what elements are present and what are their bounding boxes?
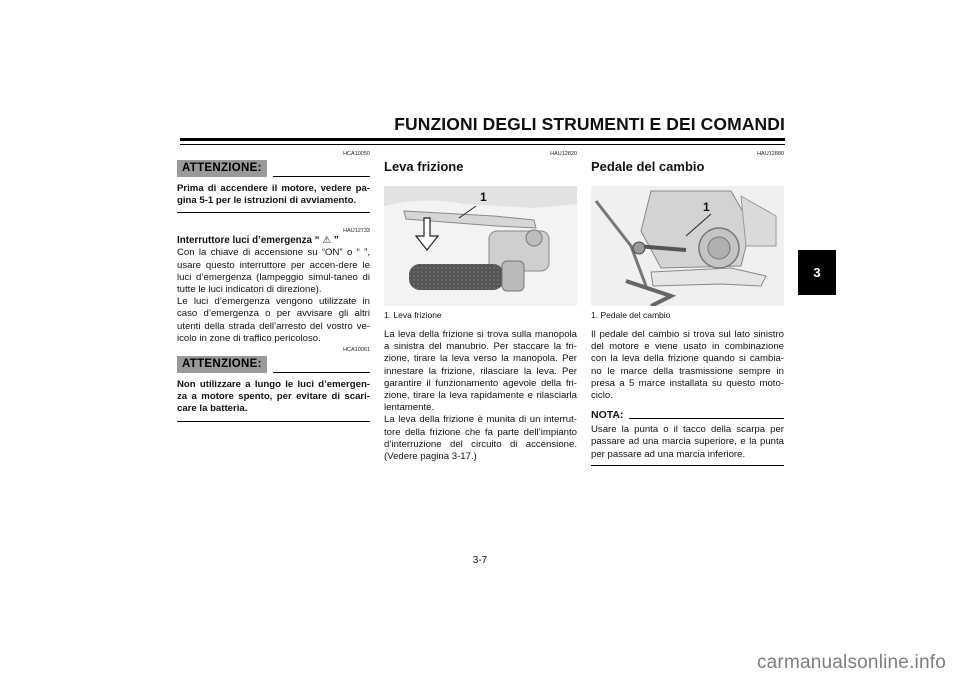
clutch-lever-figure: [384, 186, 577, 306]
warning-text: Non utilizzare a lungo le luci d’emergen-za a motore spento, per evitare di scari-care la batteria.: [177, 379, 370, 422]
callout-number: 1: [480, 190, 487, 204]
callout-number: 1: [703, 200, 710, 214]
shift-pedal-figure: [591, 186, 784, 306]
watermark: carmanualsonline.info: [756, 652, 946, 673]
clutch-lever-title: Leva frizione: [384, 159, 464, 174]
section-code: HAU12733: [343, 228, 370, 235]
note-rule: [629, 418, 784, 419]
note-text: Usare la punta o il tacco della scarpa per passare ad una marcia superiore, e la punta per passare ad una marcia inferiore.: [591, 424, 784, 466]
column-middle: [384, 150, 577, 463]
warning-text: Prima di accendere il motore, vedere pa-gina 5-1 per le istruzioni di avviamento.: [177, 183, 370, 213]
column-left: [177, 150, 370, 422]
warning-rule: [273, 176, 370, 177]
header-rule-thick: [180, 138, 785, 141]
warning-rule: [273, 372, 370, 373]
shift-pedal-illustration: [591, 186, 784, 306]
column-right: [591, 150, 784, 466]
figure-caption: 1. Leva frizione: [384, 310, 442, 320]
hazard-paragraph-2: Le luci d’emergenza vengono utilizzate in caso d’emergenza o per avvisare gli altri utenti della strada dell’arresto del vostro ve-icolo in zone di traffico pericoloso.: [177, 296, 370, 344]
section-code: HAU12820: [550, 151, 577, 157]
hazard-switch-heading: Interruttore luci d’emergenza “ ⚠ ”: [177, 235, 339, 247]
warning-header: [177, 356, 370, 373]
note-header: [591, 409, 784, 421]
note-label: NOTA:: [591, 409, 624, 422]
hazard-paragraph-1: Con la chiave di accensione su “ON” o “ ”, usare questo interruttore per accen-dere le luci d’emergenza (lampeggio simul-taneo di tutte le luci indicatori di direzione).: [177, 247, 370, 296]
warning-label: ATTENZIONE:: [177, 160, 267, 177]
clutch-paragraph-2: La leva della frizione è munita di un interrut-tore della frizione che fa parte dell’impianto d’interruzione del circuito di accensione. (Vedere pagina 3-17.): [384, 414, 577, 463]
chapter-tab[interactable]: 3: [798, 250, 836, 295]
shift-paragraph: Il pedale del cambio si trova sul lato sinistro del motore e viene usato in combinazione con la leva della frizione quando si cambia-no le marce della trasmissione sempre in presa a 5 marce installata su questo moto-ciclo.: [591, 329, 784, 402]
page-number: 3-7: [472, 555, 488, 566]
warning-header: [177, 160, 370, 177]
figure-caption: 1. Pedale del cambio: [591, 310, 671, 320]
section-code: HAU12880: [757, 151, 784, 157]
page-title: FUNZIONI DEGLI STRUMENTI E DEI COMANDI: [394, 114, 785, 134]
warning-label: ATTENZIONE:: [177, 356, 267, 373]
section-code: HCA10050: [343, 151, 370, 157]
header-rule-thin: [180, 144, 785, 145]
clutch-lever-illustration: [384, 186, 577, 306]
shift-pedal-title: Pedale del cambio: [591, 159, 705, 174]
section-code: HCA10061: [343, 347, 370, 354]
clutch-paragraph-1: La leva della frizione si trova sulla manopola a sinistra del manubrio. Per staccare la fri-zione, tirare la leva verso la manopola. Per innestare la frizione, rilasciare la leva. Per garantire il funzionamento agevole della fri-zione, tirare la leva rapidamente e rilasciarla lentamente.: [384, 329, 577, 414]
